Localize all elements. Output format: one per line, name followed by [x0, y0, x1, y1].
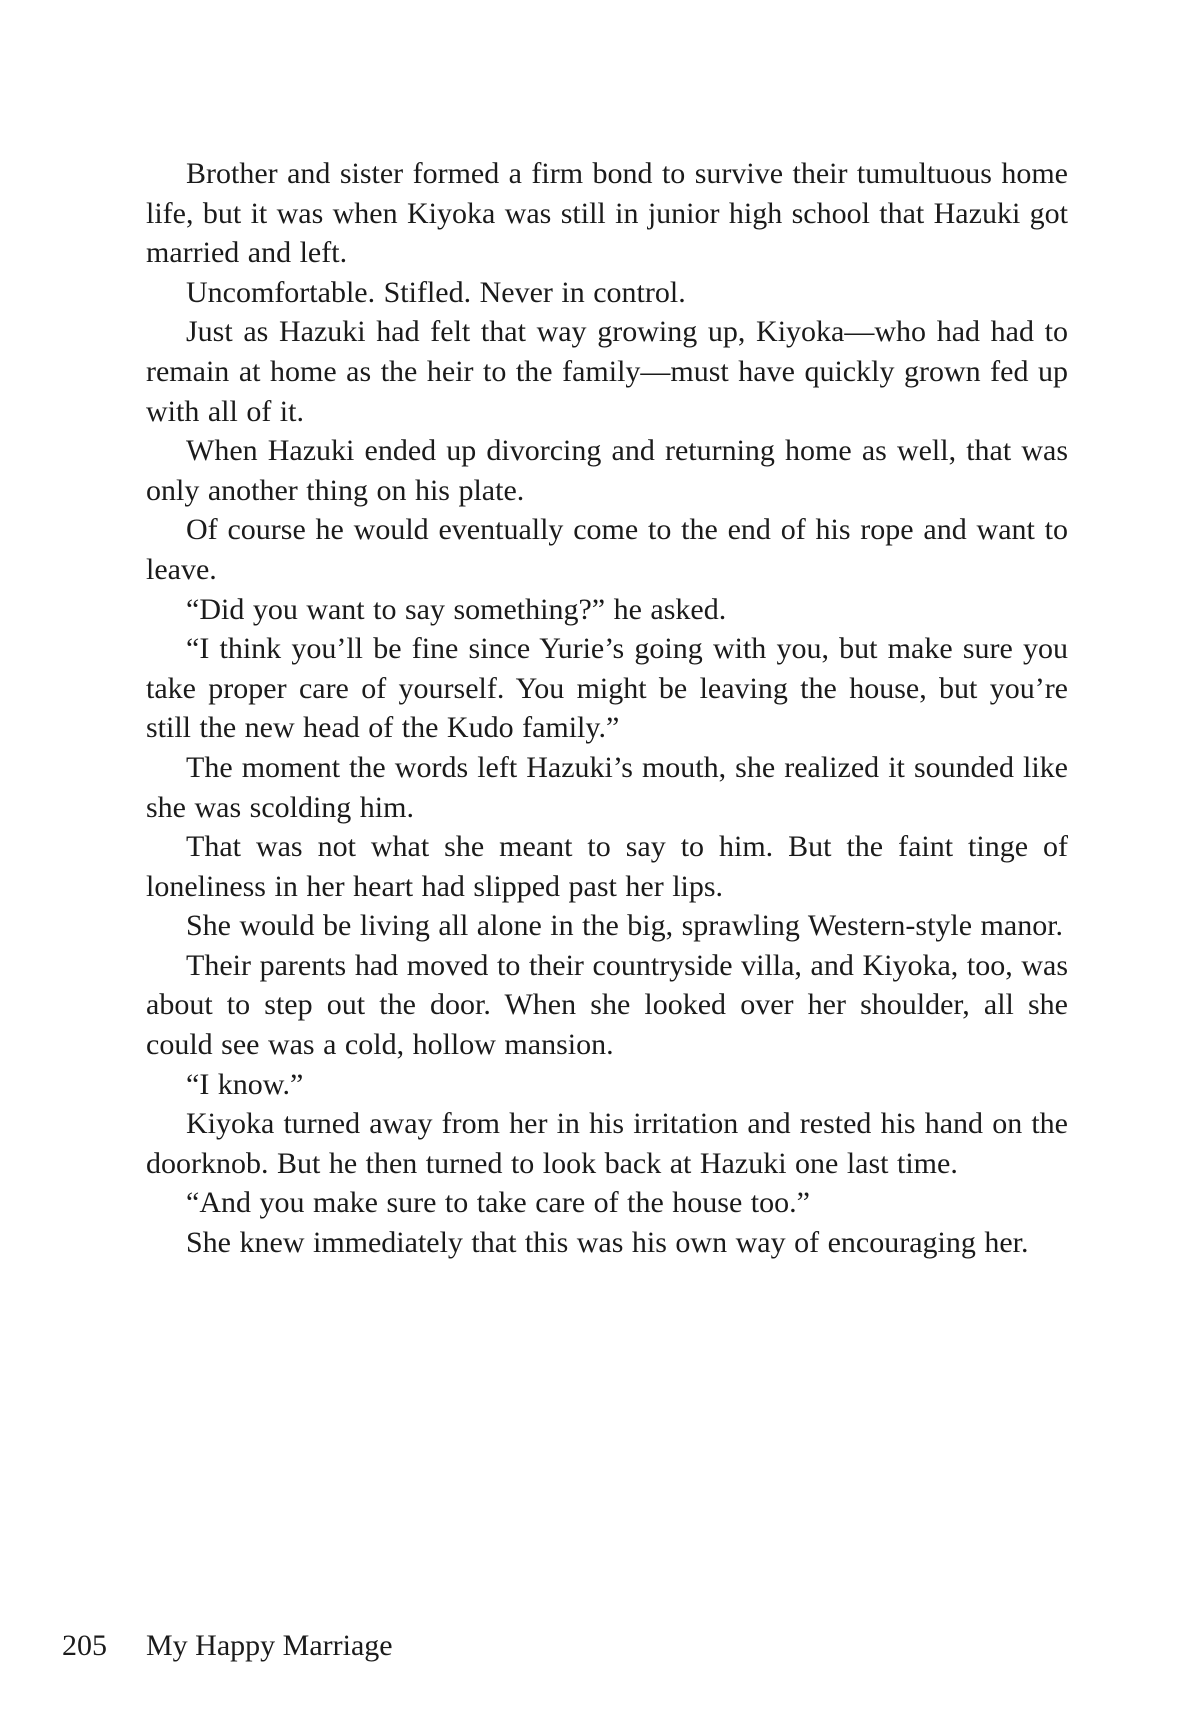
paragraph: Of course he would eventually come to the end of his rope and want to leave. — [146, 513, 1068, 586]
paragraph: She knew immediately that this was his own way of encouraging her. — [186, 1226, 1029, 1260]
paragraph: “I think you’ll be fine since Yurie’s going with you, but make sure you take proper care of yourself. You might be leaving the house, but you’re still the new head of the Kudo family.” — [146, 632, 1068, 745]
paragraph: That was not what she meant to say to him. But the faint tinge of loneliness in her heart had slipped past her lips. — [146, 830, 1068, 903]
paragraph: Brother and sister formed a firm bond to survive their tumultuous home life, but it was when Kiyoka was still in junior high school that Hazuki got married and left. — [146, 157, 1068, 270]
page-number: 205 — [62, 1629, 107, 1662]
paragraph: “And you make sure to take care of the house too.” — [186, 1186, 810, 1220]
paragraph: The moment the words left Hazuki’s mouth, she realized it sounded like she was scolding him. — [146, 750, 1068, 824]
paragraph: Their parents had moved to their countryside villa, and Kiyoka, too, was about to step out the door. When she looked over her shoulder, all she could see was a cold, hollow mansion. — [146, 948, 1068, 1062]
paragraph: When Hazuki ended up divorcing and returning home as well, that was only another thing on his plate. — [146, 434, 1068, 507]
paragraph: Just as Hazuki had felt that way growing up, Kiyoka—who had had to remain at home as the heir to the family—must have quickly grown fed up with all of it. — [146, 315, 1068, 428]
paragraph: “Did you want to say something?” he asked. — [186, 592, 727, 626]
page-text — [146, 154, 1068, 1263]
page-footer — [62, 1628, 1062, 1664]
paragraph: Uncomfortable. Stifled. Never in control. — [186, 275, 686, 309]
book-title: My Happy Marriage — [146, 1629, 393, 1662]
paragraph: Kiyoka turned away from her in his irritation and rested his hand on the doorknob. But he then turned to look back at Hazuki one last time. — [146, 1107, 1068, 1180]
paragraph: She would be living all alone in the big, sprawling Western-style manor. — [186, 909, 1064, 943]
paragraph: “I know.” — [186, 1067, 304, 1101]
